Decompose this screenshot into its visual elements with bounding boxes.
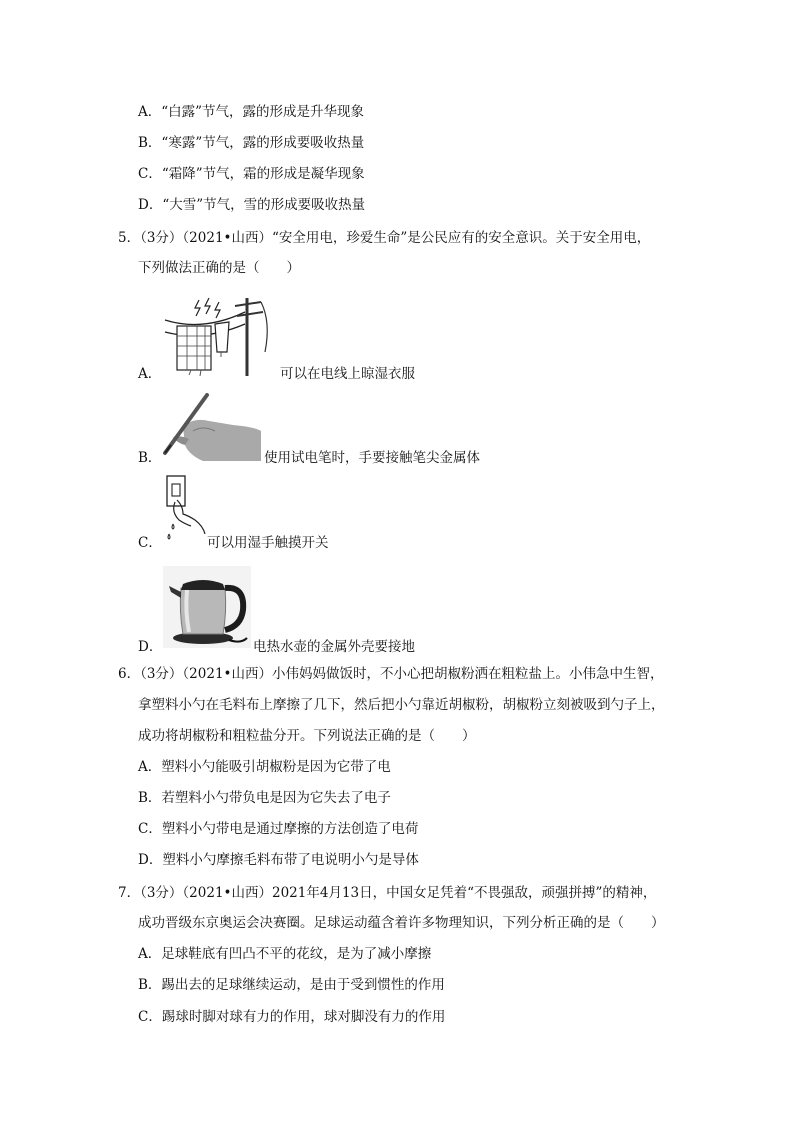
q6-option-b: B．若塑料小勺带负电是因为它失去了电子 [138,790,391,806]
q6-option-a: A．塑料小勺能吸引胡椒粉是因为它带了电 [138,759,391,775]
q5-stem-line1: 5．（3分）（2021•山西）“安全用电，珍爱生命”是公民应有的安全意识。关于安全用电， [118,230,651,246]
q4-option-b: B．“寒露”节气，露的形成要吸收热量 [138,135,365,151]
q6-option-c: C．塑料小勺带电是通过摩擦的方法创造了电荷 [138,821,419,837]
q7-stem-line1: 7．（3分）（2021•山西）2021年4月13日，中国女足凭着“不畏强敌，顽强拼搏”的精神， [118,885,657,901]
q6-stem-line3: 成功将胡椒粉和粗粒盐分开。下列说法正确的是（ ） [138,728,476,744]
q7-option-b: B．踢出去的足球继续运动，是由于受到惯性的作用 [138,977,445,993]
q5-option-a-text: 可以在电线上晾湿衣服 [280,366,415,382]
q6-stem-line2: 拿塑料小勺在毛料布上摩擦了几下，然后把小勺靠近胡椒粉，胡椒粉立刻被吸到勺子上， [138,697,665,713]
q7-option-c: C．踢球时脚对球有力的作用，球对脚没有力的作用 [138,1009,446,1025]
q7-stem-line2: 成功晋级东京奥运会决赛圈。足球运动蕴含着许多物理知识，下列分析正确的是（ ） [138,915,665,931]
q5-option-d-text: 电热水壶的金属外壳要接地 [253,639,415,655]
q5-stem-line2: 下列做法正确的是（ ） [138,260,300,276]
q6-stem-line1: 6．（3分）（2021•山西）小伟妈妈做饭时，不小心把胡椒粉洒在粗粒盐上。小伟急中生智， [118,666,664,682]
q5-option-c-text: 可以用湿手触摸开关 [207,535,329,551]
q4-option-d: D．“大雪”节气，雪的形成要吸收热量 [138,197,366,213]
q5-option-c-letter: C． [138,535,162,551]
electric-kettle-icon [163,566,251,648]
q4-option-a: A．“白露”节气，露的形成是升华现象 [138,104,365,120]
q5-option-a-letter: A． [138,366,162,382]
q6-option-d: D．塑料小勺摩擦毛料布带了电说明小勺是导体 [138,852,419,868]
test-pen-hand-icon [163,391,261,461]
q4-option-c: C．“霜降”节气，霜的形成是凝华现象 [138,166,365,182]
q5-option-b-letter: B． [138,450,162,466]
q5-option-d-letter: D． [138,639,163,655]
q5-option-b-text: 使用试电笔时，手要接触笔尖金属体 [264,450,480,466]
clothes-on-power-line-icon [163,292,276,378]
wet-hand-switch-icon [163,474,206,546]
q7-option-a: A．足球鞋底有凹凸不平的花纹，是为了减小摩擦 [138,946,432,962]
